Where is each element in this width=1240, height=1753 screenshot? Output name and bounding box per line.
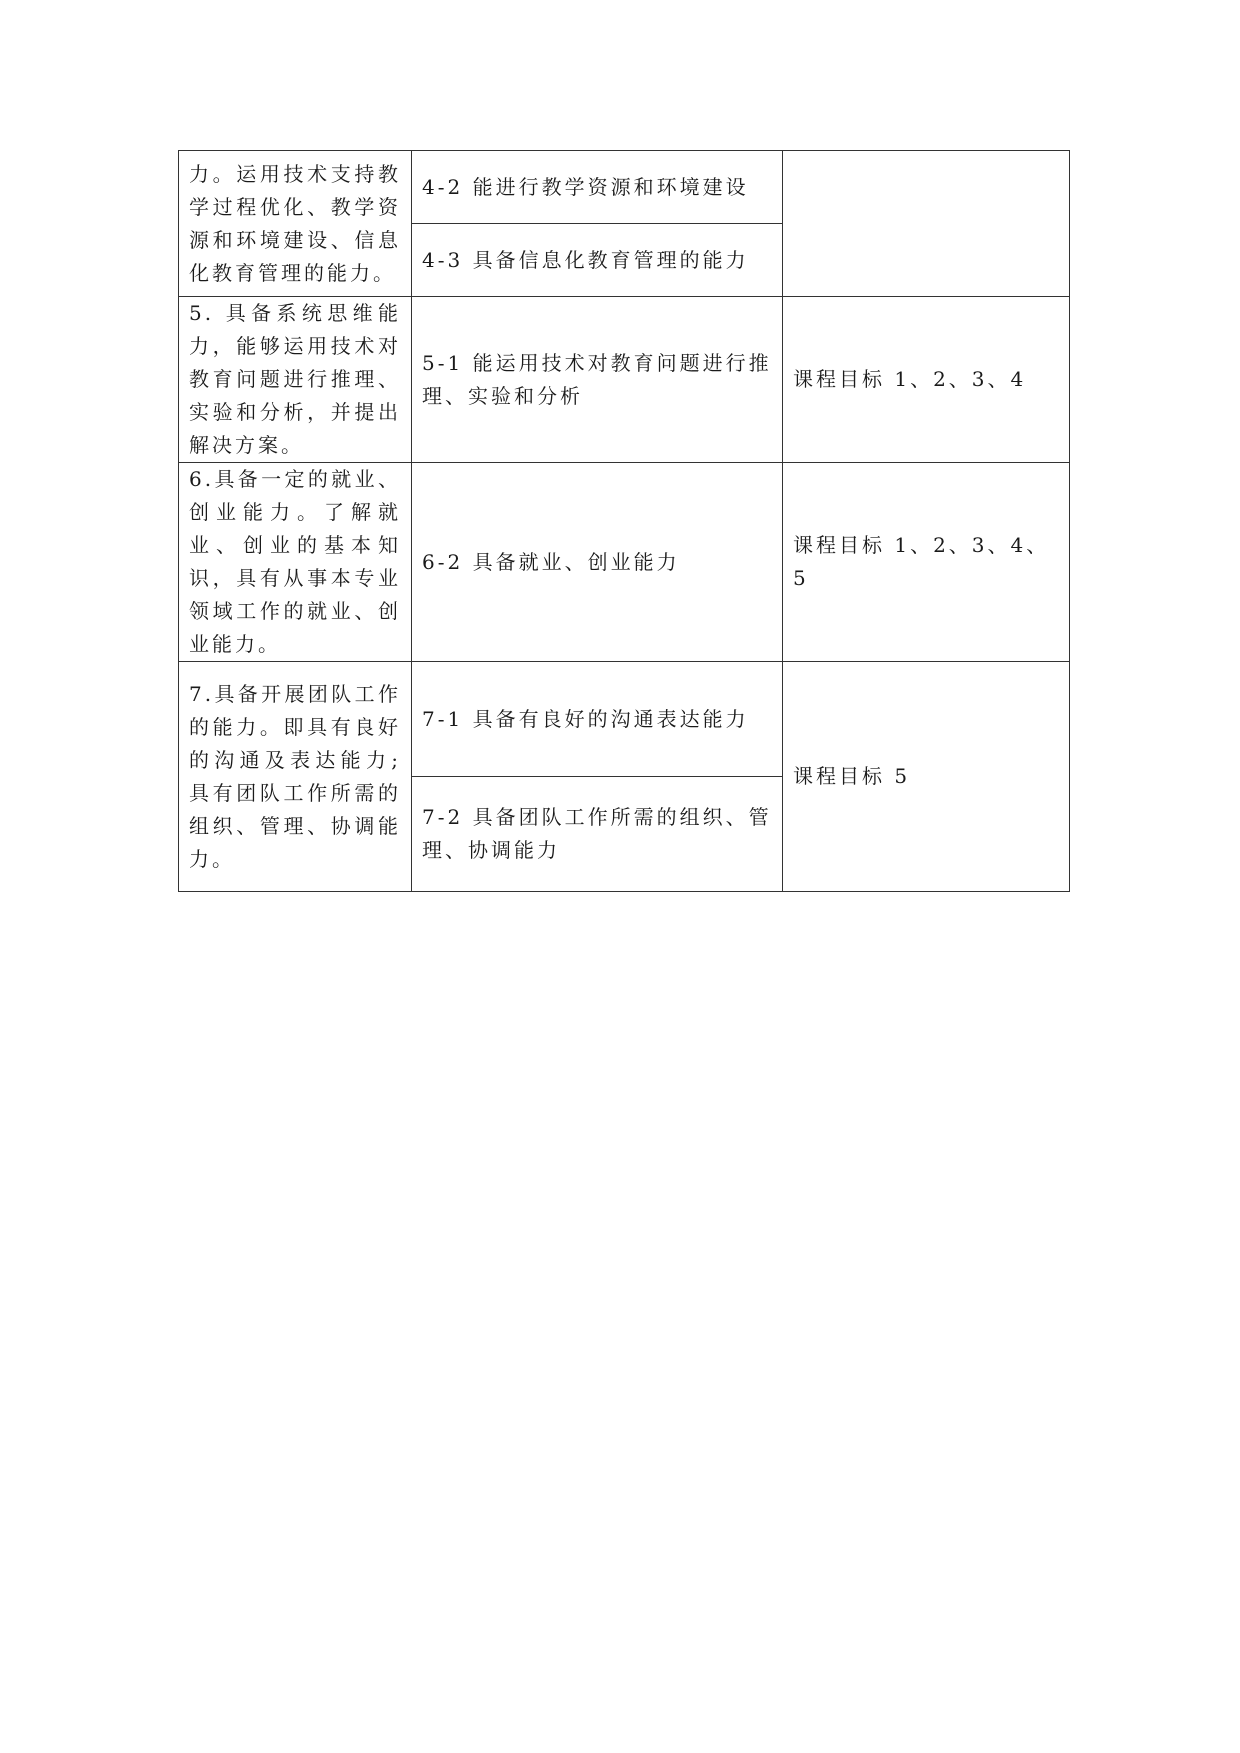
indicator-cell: 7-2 具备团队工作所需的组织、管理、协调能力 <box>412 777 783 892</box>
graduation-requirement-cell: 7.具备开展团队工作的能力。即具有良好的沟通及表达能力;具有团队工作所需的组织、管理、协调能力。 <box>179 662 412 892</box>
course-goal-cell: 课程目标 5 <box>783 662 1070 892</box>
graduation-requirement-cell: 5. 具备系统思维能力，能够运用技术对教育问题进行推理、实验和分析，并提出解决方案。 <box>179 297 412 463</box>
indicator-cell: 7-1 具备有良好的沟通表达能力 <box>412 662 783 777</box>
table-row <box>179 463 1070 662</box>
course-goal-cell <box>783 151 1070 297</box>
table-row <box>179 662 1070 777</box>
table-row <box>179 151 1070 224</box>
indicator-cell: 4-3 具备信息化教育管理的能力 <box>412 224 783 297</box>
indicator-cell: 4-2 能进行教学资源和环境建设 <box>412 151 783 224</box>
indicator-cell: 6-2 具备就业、创业能力 <box>412 463 783 662</box>
graduation-requirement-cell: 力。运用技术支持教学过程优化、教学资源和环境建设、信息化教育管理的能力。 <box>179 151 412 297</box>
table-row <box>179 297 1070 463</box>
indicator-cell: 5-1 能运用技术对教育问题进行推理、实验和分析 <box>412 297 783 463</box>
graduation-requirement-cell: 6.具备一定的就业、创业能力。了解就业、创业的基本知识，具有从事本专业领域工作的就业、创业能力。 <box>179 463 412 662</box>
requirements-table <box>178 150 1070 892</box>
course-goal-cell: 课程目标 1、2、3、4、5 <box>783 463 1070 662</box>
course-goal-cell: 课程目标 1、2、3、4 <box>783 297 1070 463</box>
